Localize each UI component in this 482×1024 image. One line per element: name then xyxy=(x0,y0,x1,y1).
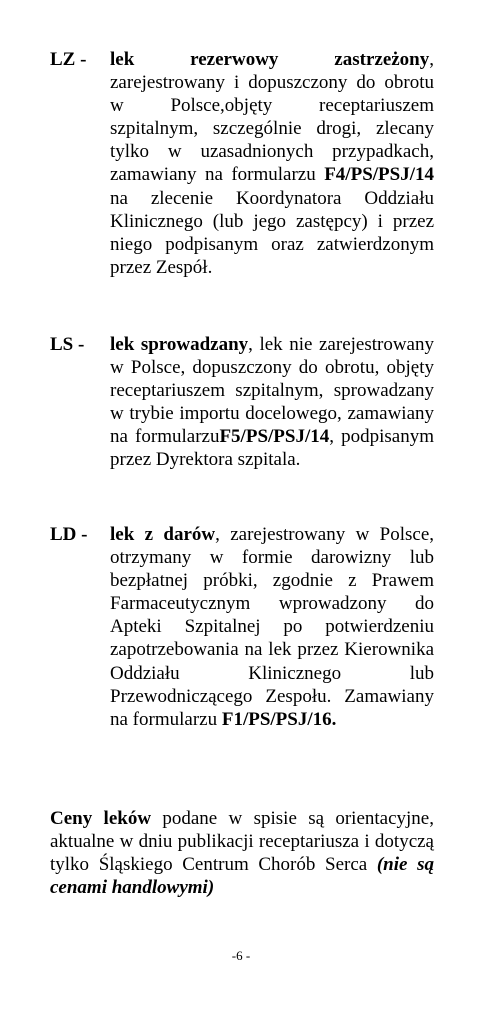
price-note xyxy=(50,807,434,899)
page-number: -6 - xyxy=(231,948,251,963)
price-note-text: podane w spisie są orientacyjne, aktualne w dniu publikacji receptariusza i dotyczą tylko Śląskiego Centrum Chorób Serca xyxy=(50,808,434,876)
entry-lz xyxy=(50,48,434,279)
entry-text: , zarejestrowany i dopuszczony do obrotu w Polsce,objęty receptariuszem szpitalnym, szczególnie drogi, zlecany tylko w uzasadnionych przypadkach, zamawiany na formularzu xyxy=(110,49,434,186)
entry-description xyxy=(110,48,434,279)
entry-form: F5/PS/PSJ/14 xyxy=(219,426,330,448)
price-note-lead: Ceny leków xyxy=(50,808,152,829)
entry-form: F4/PS/PSJ/14 xyxy=(324,164,434,186)
entry-term: lek sprowadzany xyxy=(110,334,249,355)
entry-text-2: , podpisanym przez Dyrektora szpitala. xyxy=(110,426,434,471)
entry-text-2: na zlecenie Koordynatora Oddziału Klinicznego (lub jego zastępcy) i przez niego podpisanym oraz zatwierdzonym przez Zespół. xyxy=(110,187,434,278)
entry-code: LZ - xyxy=(50,49,87,70)
entry-text: , zarejestrowany w Polsce, otrzymany w formie darowizny lub bezpłatnej próbki, zgodnie z Prawem Farmaceutycznym wprowadzony do Apteki Szpitalnej po potwierdzeniu zapotrzebowania na lek przez Kierownika Oddziału Klinicznego lub Przewodniczącego Zespołu. Zamawiany na formularzu xyxy=(110,524,435,730)
price-note-emphasis: (nie są cenami handlowymi) xyxy=(50,854,434,899)
entry-term: lek z darów xyxy=(110,524,216,545)
entry-code: LD - xyxy=(50,524,88,545)
entry-form: F1/PS/PSJ/16. xyxy=(221,708,337,730)
entry-code: LS - xyxy=(50,334,85,355)
entry-description xyxy=(110,523,434,731)
entry-ls xyxy=(50,333,434,472)
entry-term: lek rezerwowy zastrzeżony xyxy=(110,49,430,70)
entry-description xyxy=(110,333,434,472)
entry-ld xyxy=(50,523,434,731)
entry-text: , lek nie zarejestrowany w Polsce, dopuszczony do obrotu, objęty receptariuszem szpitalnym, sprowadzany w trybie importu docelowego, zamawiany na formularzu xyxy=(110,334,434,448)
